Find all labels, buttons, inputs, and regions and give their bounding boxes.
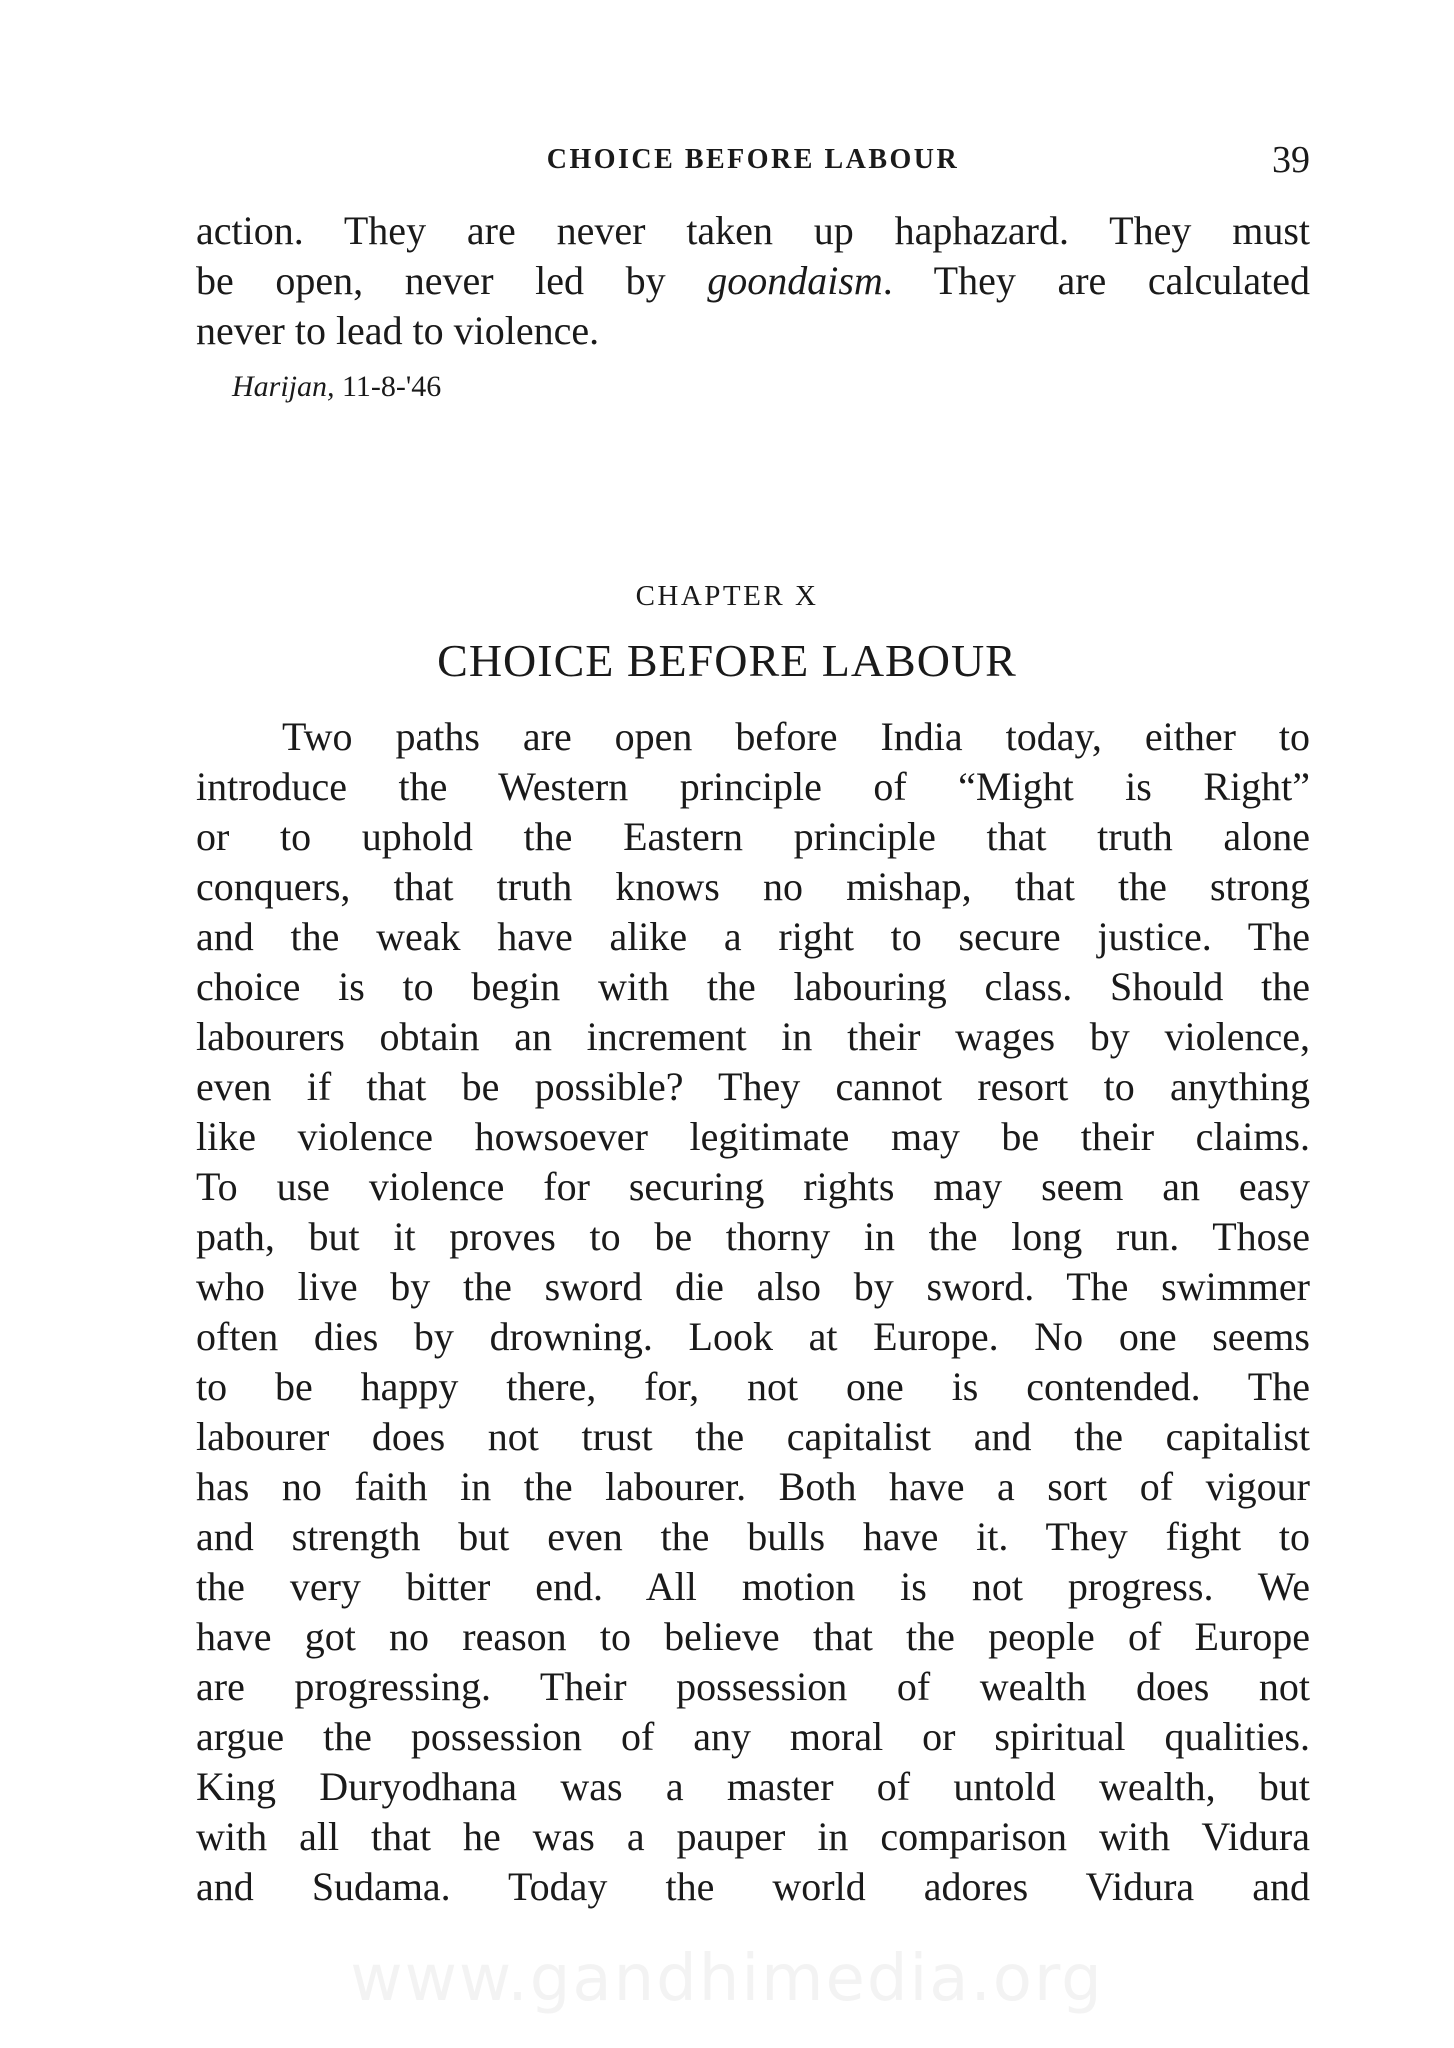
running-title: CHOICE BEFORE LABOUR: [546, 144, 960, 175]
text-line: even if that be possible? They cannot resort to anything: [196, 1064, 1310, 1109]
text-line: King Duryodhana was a master of untold wealth, but: [196, 1764, 1310, 1809]
text-line: and Sudama. Today the world adores Vidura and: [196, 1864, 1310, 1909]
citation-source: Harijan,: [232, 370, 335, 403]
emphasis-goondaism: goondaism: [707, 258, 883, 303]
text-line: To use violence for securing rights may seem an easy: [196, 1164, 1310, 1209]
text-line: are progressing. Their possession of wealth does not: [196, 1664, 1310, 1709]
chapter-label: CHAPTER X: [635, 580, 819, 612]
text-line: often dies by drowning. Look at Europe. No one seems: [196, 1314, 1310, 1359]
text-line: action. They are never taken up haphazard. They must: [196, 208, 1310, 253]
running-head: [196, 138, 1310, 188]
text-line: conquers, that truth knows no mishap, that the strong: [196, 864, 1310, 909]
watermark: www.gandhimedia.org: [350, 1942, 1104, 2016]
text-line: labourers obtain an increment in their wages by violence,: [196, 1014, 1310, 1059]
chapter-title: CHOICE BEFORE LABOUR: [437, 635, 1017, 686]
continuation-text: [196, 206, 1310, 356]
text-line: introduce the Western principle of “Might is Right”: [196, 764, 1310, 809]
text-line: or to uphold the Eastern principle that truth alone: [196, 814, 1310, 859]
text-line: path, but it proves to be thorny in the long run. Those: [196, 1214, 1310, 1259]
text-line: with all that he was a pauper in comparison with Vidura: [196, 1814, 1310, 1859]
text-line: who live by the sword die also by sword. The swimmer: [196, 1264, 1310, 1309]
page-number: 39: [1272, 139, 1310, 181]
citation-date: 11-8-'46: [342, 370, 442, 403]
text-line: never to lead to violence.: [196, 308, 600, 353]
text-line: have got no reason to believe that the people of Europe: [196, 1614, 1310, 1659]
text-line: choice is to begin with the labouring class. Should the: [196, 964, 1310, 1009]
text-line: the very bitter end. All motion is not progress. We: [196, 1564, 1310, 1609]
text-line: Two paths are open before India today, either to: [282, 714, 1310, 759]
citation: [232, 370, 441, 404]
text-line: and the weak have alike a right to secure justice. The: [196, 914, 1310, 959]
text-line: has no faith in the labourer. Both have a sort of vigour: [196, 1464, 1310, 1509]
text-line: and strength but even the bulls have it. They fight to: [196, 1514, 1310, 1559]
text-line: like violence howsoever legitimate may be their claims.: [196, 1114, 1310, 1159]
text-line: labourer does not trust the capitalist and the capitalist: [196, 1414, 1310, 1459]
text-line: be open, never led by goondaism. They are calculated: [196, 258, 1311, 303]
chapter-paragraph: [196, 712, 1310, 1912]
text-line: argue the possession of any moral or spiritual qualities.: [196, 1714, 1310, 1759]
text-line: to be happy there, for, not one is contended. The: [196, 1364, 1310, 1409]
